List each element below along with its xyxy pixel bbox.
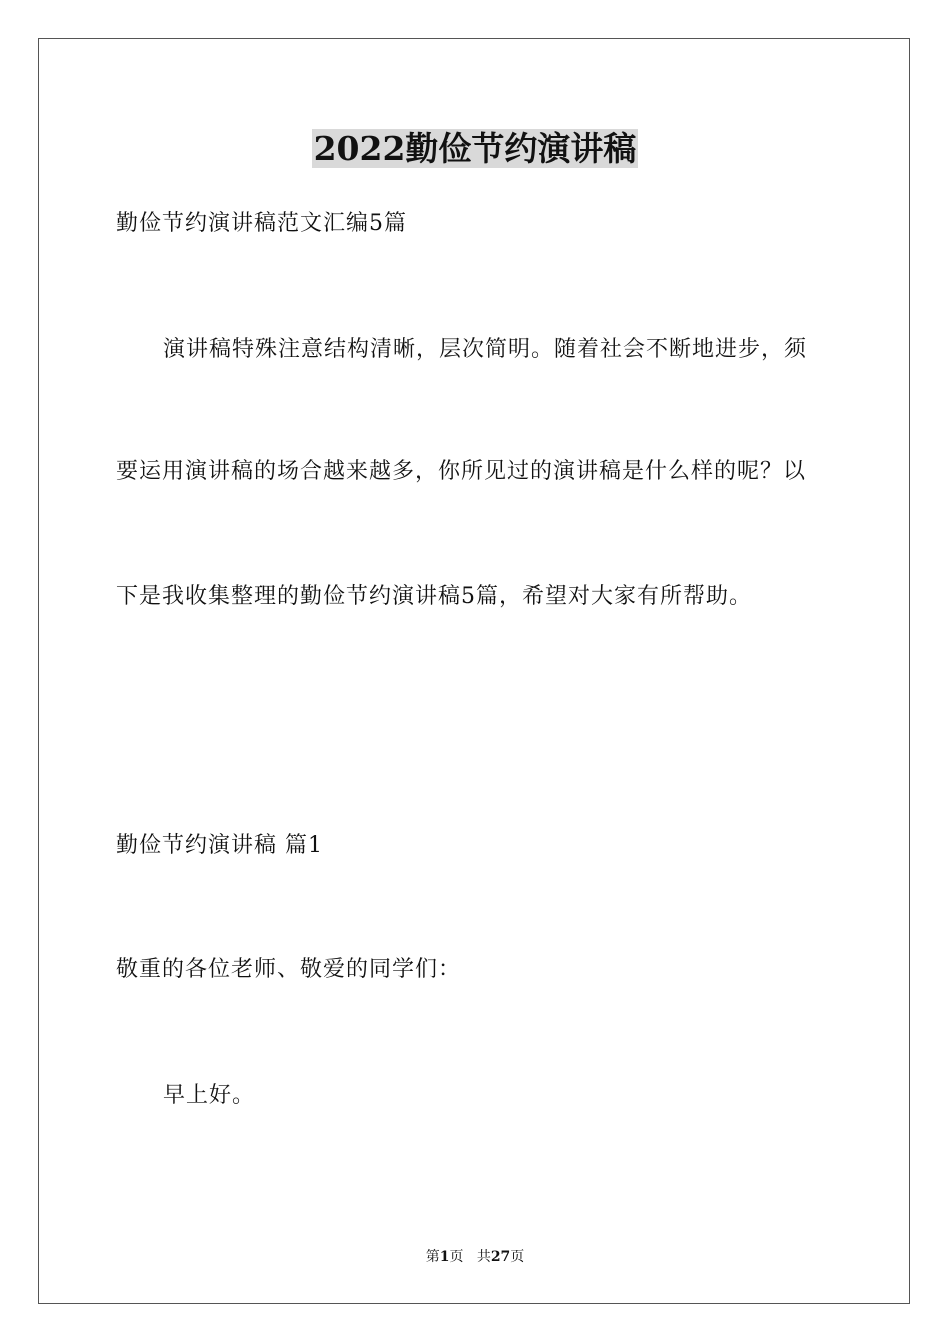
footer-page-suffix: 页: [449, 1249, 464, 1265]
footer-total-prefix: 共: [476, 1249, 491, 1265]
document-title-text: 2022勤俭节约演讲稿: [313, 129, 637, 168]
greeting: 早上好。: [163, 1083, 256, 1108]
document-subtitle: 勤俭节约演讲稿范文汇编5篇: [116, 211, 407, 236]
intro-line-1: 演讲稿特殊注意结构清晰，层次简明。随着社会不断地进步，须: [163, 337, 808, 362]
document-title: [0, 126, 950, 172]
footer-page-number: 1: [439, 1249, 450, 1265]
intro-line-2: 要运用演讲稿的场合越来越多，你所见过的演讲稿是什么样的呢？以: [116, 459, 807, 484]
footer-total-pages: 27: [490, 1249, 511, 1265]
footer-total-suffix: 页: [510, 1249, 525, 1265]
footer-page-prefix: 第: [425, 1249, 440, 1265]
salutation: 敬重的各位老师、敬爱的同学们：: [116, 957, 462, 982]
page-footer: [0, 1247, 950, 1267]
intro-line-3: 下是我收集整理的勤俭节约演讲稿5篇，希望对大家有所帮助。: [116, 584, 752, 609]
section-heading: 勤俭节约演讲稿 篇1: [116, 833, 323, 858]
